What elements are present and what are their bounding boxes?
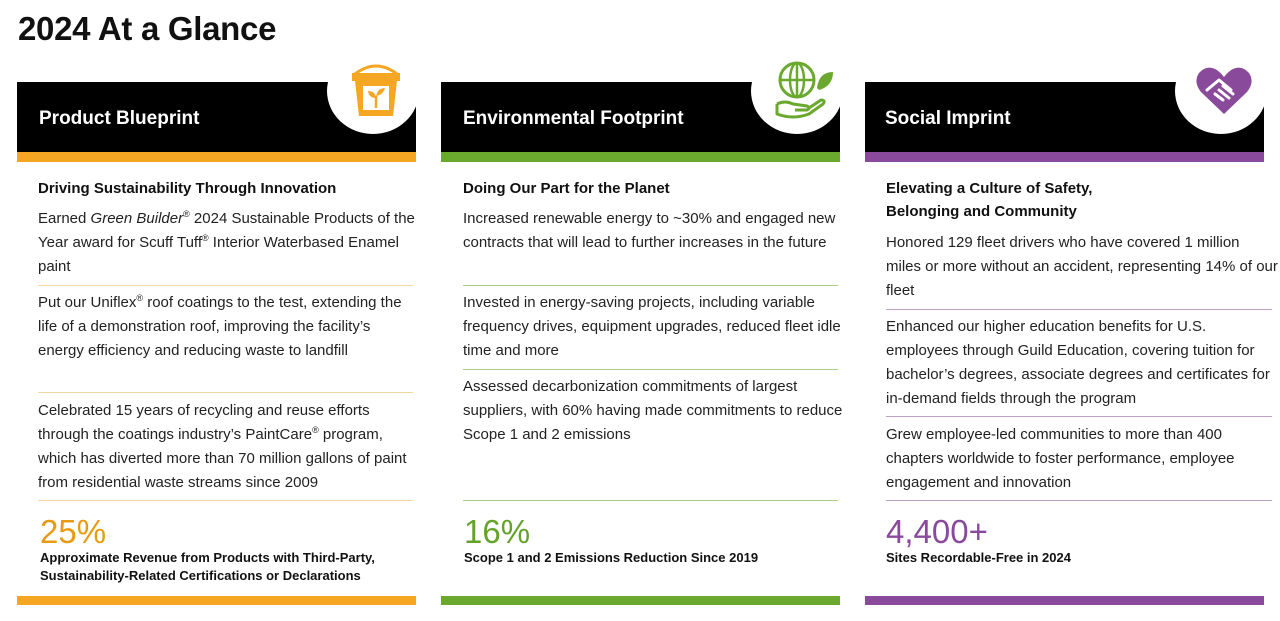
globe-hand-leaf-icon <box>771 58 837 124</box>
column-subtitle: Driving Sustainability Through Innovation <box>38 180 337 197</box>
stat-label: Approximate Revenue from Products with Third-Party, Sustainability-Related Certifications or Declarations <box>40 550 375 583</box>
list-item: Earned Green Builder® 2024 Sustainable Products of the Year award for Scuff Tuff® Interior Waterbased Enamel paint <box>38 209 415 275</box>
list-item: Enhanced our higher education benefits for U.S. employees through Guild Education, covering tuition for bachelor’s degrees, associate degrees and certificates for in-demand fields through the program <box>886 318 1270 407</box>
item-divider <box>38 285 413 286</box>
item-divider <box>886 500 1272 501</box>
list-item: Invested in energy-saving projects, including variable frequency drives, equipment upgrades, reduced fleet idle time and more <box>463 294 841 359</box>
product-blueprint-column <box>17 0 417 621</box>
paint-bucket-plant-icon <box>345 64 407 122</box>
item-divider <box>38 500 413 501</box>
item-divider <box>886 416 1272 417</box>
list-item: Celebrated 15 years of recycling and reuse efforts through the coatings industry’s PaintCare® program, which has diverted more than 70 million gallons of paint from residential waste streams since 2009 <box>38 402 407 491</box>
bottom-accent-stripe <box>865 596 1264 605</box>
header-accent-stripe <box>865 152 1264 162</box>
column-title: Product Blueprint <box>39 108 200 129</box>
list-item: Grew employee-led communities to more than 400 chapters worldwide to foster performance, employee engagement and innovation <box>886 426 1235 491</box>
item-divider <box>463 500 838 501</box>
item-divider <box>886 309 1272 310</box>
header-accent-stripe <box>17 152 416 162</box>
column-subtitle: Doing Our Part for the Planet <box>463 180 670 197</box>
column-title: Environmental Footprint <box>463 108 684 129</box>
list-item: Put our Uniflex® roof coatings to the test, extending the life of a demonstration roof, improving the facility’s energy efficiency and reducing waste to landfill <box>38 293 402 359</box>
social-imprint-column <box>865 0 1278 621</box>
column-subtitle: Elevating a Culture of Safety, Belonging and Community <box>886 180 1093 220</box>
list-item: Honored 129 fleet drivers who have covered 1 million miles or more without an accident, representing 14% of our fleet <box>886 234 1278 299</box>
environmental-footprint-column <box>441 0 841 621</box>
bottom-accent-stripe <box>17 596 416 605</box>
item-divider <box>38 392 413 393</box>
stat-value: 25% <box>40 513 107 550</box>
stat-value: 4,400+ <box>886 513 988 550</box>
item-divider <box>463 285 838 286</box>
bottom-accent-stripe <box>441 596 840 605</box>
page-title: 2024 At a Glance <box>18 10 277 47</box>
header-accent-stripe <box>441 152 840 162</box>
stat-label: Sites Recordable-Free in 2024 <box>886 550 1071 565</box>
stat-label: Scope 1 and 2 Emissions Reduction Since 2019 <box>464 550 759 565</box>
stat-value: 16% <box>464 513 531 550</box>
column-title: Social Imprint <box>885 108 1011 129</box>
list-item: Assessed decarbonization commitments of largest suppliers, with 60% having made commitments to reduce Scope 1 and 2 emissions <box>463 378 843 443</box>
list-item: Increased renewable energy to ~30% and engaged new contracts that will lead to further increases in the future <box>463 210 836 251</box>
heart-handshake-icon <box>1193 62 1255 118</box>
item-divider <box>463 369 838 370</box>
